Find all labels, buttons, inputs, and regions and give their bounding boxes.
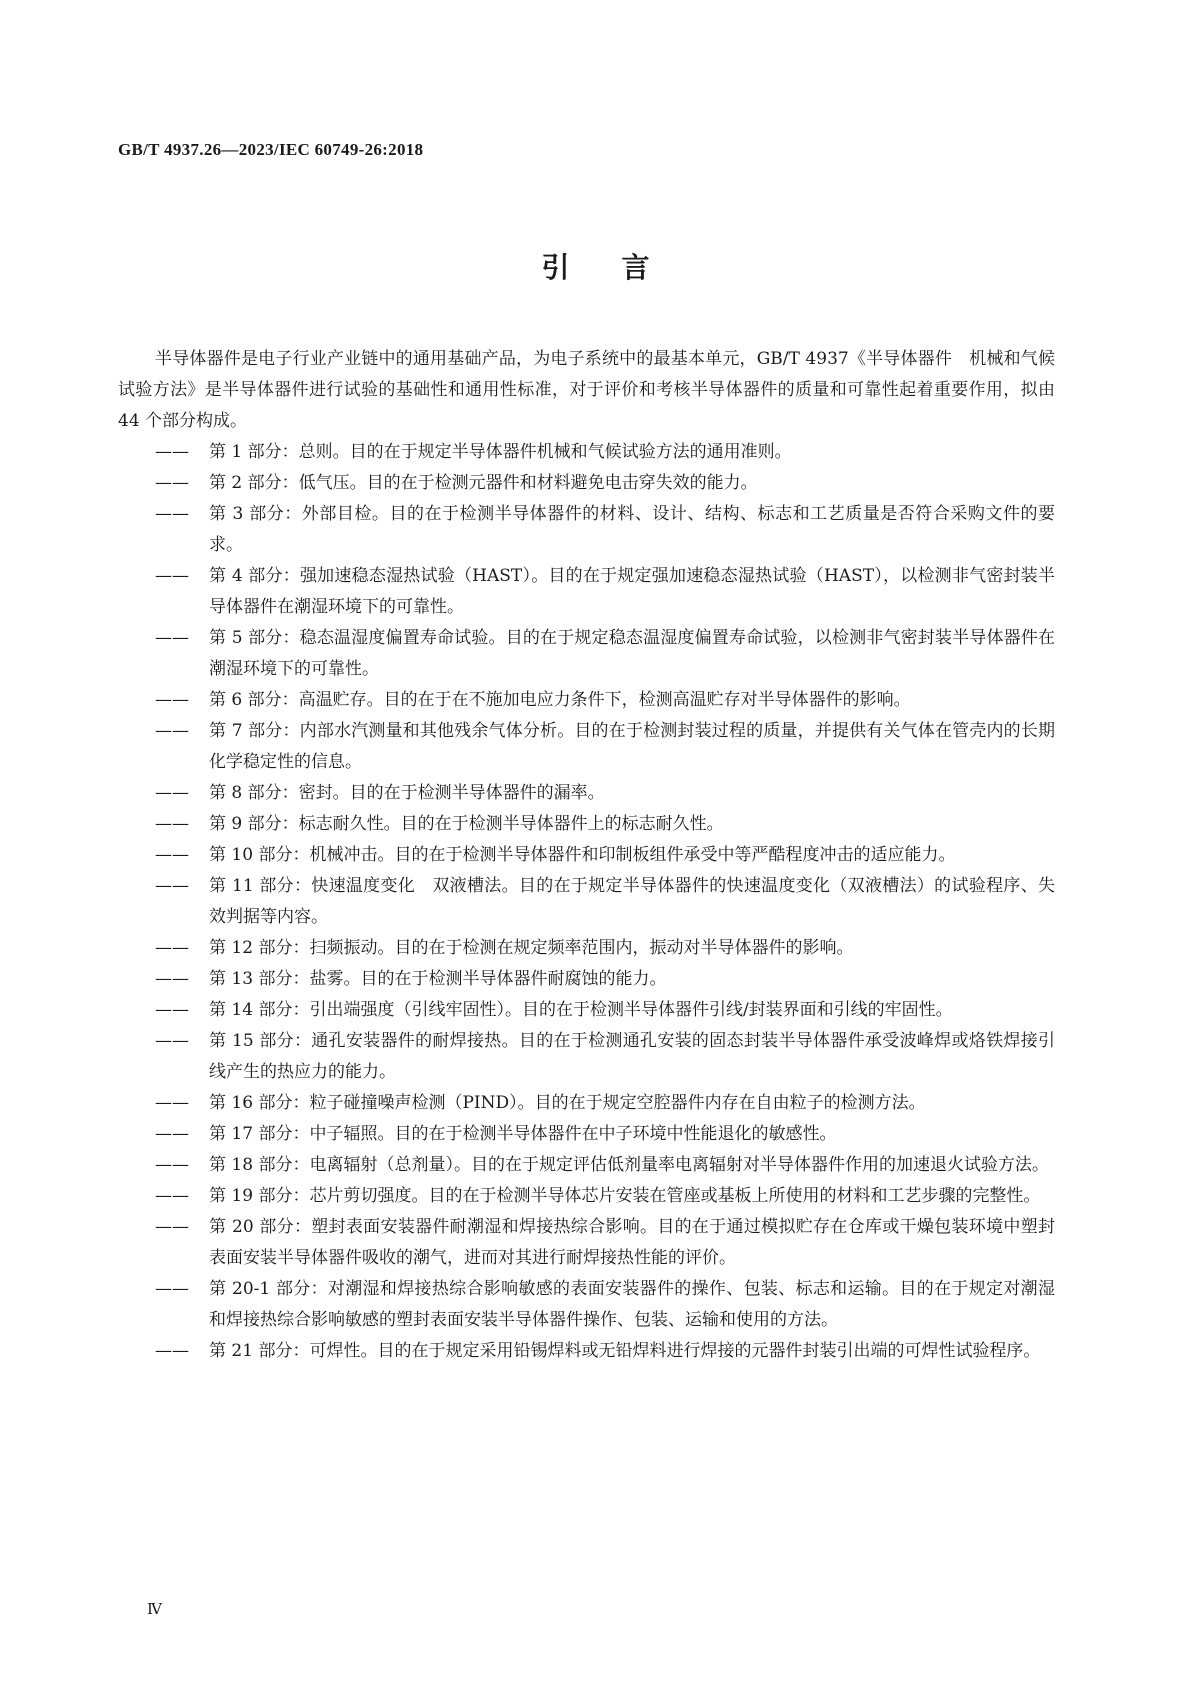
list-item — [155, 871, 1055, 933]
list-dash: —— — [155, 690, 189, 710]
list-item — [155, 1150, 1055, 1181]
list-item-text: 第 10 部分：机械冲击。目的在于检测半导体器件和印制板组件承受中等严酷程度冲击的适应能力。 — [209, 845, 956, 865]
list-item-text: 第 20 部分：塑封表面安装器件耐潮湿和焊接热综合影响。目的在于通过模拟贮存在仓库或干燥包装环境中塑封表面安装半导体器件吸收的潮气，进而对其进行耐焊接热性能的评价。 — [209, 1217, 1055, 1268]
list-item-text: 第 17 部分：中子辐照。目的在于检测半导体器件在中子环境中性能退化的敏感性。 — [209, 1124, 837, 1144]
list-item — [155, 809, 1055, 840]
list-dash: —— — [155, 845, 189, 865]
list-item-text: 第 6 部分：高温贮存。目的在于在不施加电应力条件下，检测高温贮存对半导体器件的影响。 — [209, 690, 911, 710]
list-item — [155, 840, 1055, 871]
list-item-text: 第 21 部分：可焊性。目的在于规定采用铅锡焊料或无铅焊料进行焊接的元器件封装引出端的可焊性试验程序。 — [209, 1341, 1041, 1361]
list-dash: —— — [155, 969, 189, 989]
list-item-text: 第 4 部分：强加速稳态湿热试验（HAST）。目的在于规定强加速稳态湿热试验（HAST），以检测非气密封装半导体器件在潮湿环境下的可靠性。 — [209, 566, 1055, 617]
part-list — [155, 437, 1055, 1367]
list-item — [155, 995, 1055, 1026]
list-item — [155, 964, 1055, 995]
list-dash: —— — [155, 1155, 189, 1175]
list-item — [155, 561, 1055, 623]
page-number: Ⅳ — [147, 1602, 162, 1618]
list-item-text: 第 14 部分：引出端强度（引线牢固性）。目的在于检测半导体器件引线/封装界面和引线的牢固性。 — [209, 1000, 953, 1020]
list-dash: —— — [155, 1279, 189, 1299]
list-item — [155, 716, 1055, 778]
list-item-text: 第 2 部分：低气压。目的在于检测元器件和材料避免电击穿失效的能力。 — [209, 473, 758, 493]
list-item — [155, 933, 1055, 964]
list-item-text: 第 20-1 部分：对潮湿和焊接热综合影响敏感的表面安装器件的操作、包装、标志和运输。目的在于规定对潮湿和焊接热综合影响敏感的塑封表面安装半导体器件操作、包装、运输和使用的方法。 — [209, 1279, 1055, 1330]
list-dash: —— — [155, 721, 189, 741]
list-item — [155, 499, 1055, 561]
list-item-text: 第 7 部分：内部水汽测量和其他残余气体分析。目的在于检测封装过程的质量，并提供有关气体在管壳内的长期化学稳定性的信息。 — [209, 721, 1055, 772]
list-item — [155, 437, 1055, 468]
list-item-text: 第 11 部分：快速温度变化 双液槽法。目的在于规定半导体器件的快速温度变化（双液槽法）的试验程序、失效判据等内容。 — [209, 876, 1055, 927]
list-dash: —— — [155, 1217, 189, 1237]
list-item — [155, 1274, 1055, 1336]
list-dash: —— — [155, 814, 189, 834]
list-dash: —— — [155, 442, 189, 462]
list-dash: —— — [155, 566, 189, 586]
list-dash: —— — [155, 473, 189, 493]
intro-paragraph: 半导体器件是电子行业产业链中的通用基础产品，为电子系统中的最基本单元，GB/T 4937《半导体器件 机械和气候试验方法》是半导体器件进行试验的基础性和通用性标准，对于评价和考核半导体器件的质量和可靠性起着重要作用，拟由 44 个部分构成。 — [118, 349, 1055, 431]
list-dash: —— — [155, 783, 189, 803]
list-item-text: 第 19 部分：芯片剪切强度。目的在于检测半导体芯片安装在管座或基板上所使用的材料和工艺步骤的完整性。 — [209, 1186, 1041, 1206]
list-item-text: 第 13 部分：盐雾。目的在于检测半导体器件耐腐蚀的能力。 — [209, 969, 667, 989]
list-item-text: 第 18 部分：电离辐射（总剂量）。目的在于规定评估低剂量率电离辐射对半导体器件作用的加速退火试验方法。 — [209, 1155, 1049, 1175]
list-dash: —— — [155, 1341, 189, 1361]
list-item — [155, 685, 1055, 716]
list-item-text: 第 3 部分：外部目检。目的在于检测半导体器件的材料、设计、结构、标志和工艺质量是否符合采购文件的要求。 — [209, 504, 1055, 555]
document-body — [118, 344, 1055, 1367]
list-dash: —— — [155, 1000, 189, 1020]
list-item — [155, 468, 1055, 499]
list-dash: —— — [155, 1124, 189, 1144]
list-dash: —— — [155, 628, 189, 648]
list-item — [155, 1026, 1055, 1088]
list-item — [155, 1181, 1055, 1212]
list-item-text: 第 12 部分：扫频振动。目的在于检测在规定频率范围内，振动对半导体器件的影响。 — [209, 938, 854, 958]
list-dash: —— — [155, 504, 189, 524]
page-title: 引言 — [541, 251, 702, 284]
list-dash: —— — [155, 938, 189, 958]
list-dash: —— — [155, 1093, 189, 1113]
list-item-text: 第 1 部分：总则。目的在于规定半导体器件机械和气候试验方法的通用准则。 — [209, 442, 792, 462]
list-item — [155, 1212, 1055, 1274]
list-item-text: 第 8 部分：密封。目的在于检测半导体器件的漏率。 — [209, 783, 605, 803]
list-item-text: 第 5 部分：稳态温湿度偏置寿命试验。目的在于规定稳态温湿度偏置寿命试验，以检测非气密封装半导体器件在潮湿环境下的可靠性。 — [209, 628, 1055, 679]
list-item-text: 第 9 部分：标志耐久性。目的在于检测半导体器件上的标志耐久性。 — [209, 814, 724, 834]
list-item — [155, 1088, 1055, 1119]
list-item-text: 第 16 部分：粒子碰撞噪声检测（PIND）。目的在于规定空腔器件内存在自由粒子的检测方法。 — [209, 1093, 926, 1113]
standard-number: GB/T 4937.26—2023/IEC 60749-26:2018 — [118, 140, 424, 159]
list-item — [155, 1119, 1055, 1150]
list-item — [155, 1336, 1055, 1367]
list-item-text: 第 15 部分：通孔安装器件的耐焊接热。目的在于检测通孔安装的固态封装半导体器件承受波峰焊或烙铁焊接引线产生的热应力的能力。 — [209, 1031, 1055, 1082]
list-dash: —— — [155, 1031, 189, 1051]
list-item — [155, 623, 1055, 685]
list-dash: —— — [155, 1186, 189, 1206]
list-item — [155, 778, 1055, 809]
list-dash: —— — [155, 876, 189, 896]
